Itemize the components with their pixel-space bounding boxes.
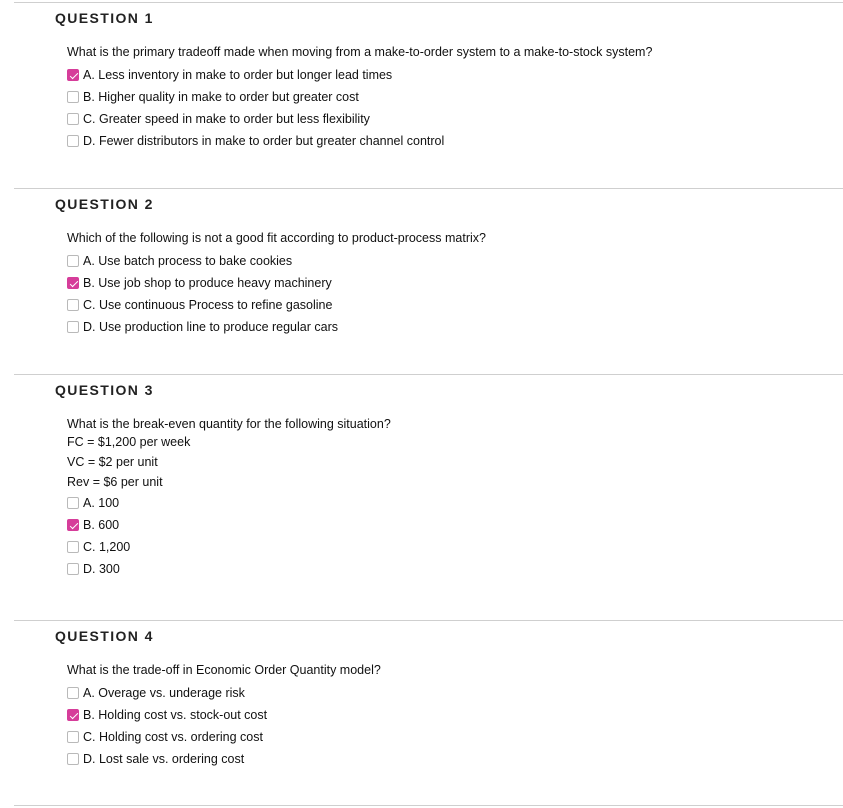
- checkbox[interactable]: [67, 731, 79, 743]
- option-label: D. Fewer distributors in make to order but greater channel control: [83, 134, 445, 148]
- option-d[interactable]: [67, 558, 827, 580]
- checkbox[interactable]: [67, 255, 79, 267]
- checkbox[interactable]: [67, 321, 79, 333]
- option-c[interactable]: [67, 726, 827, 748]
- option-b[interactable]: [67, 514, 827, 536]
- checkbox[interactable]: [67, 299, 79, 311]
- question-1: [14, 2, 843, 148]
- option-c[interactable]: [67, 536, 827, 558]
- option-d[interactable]: [67, 748, 827, 770]
- option-label: C. Holding cost vs. ordering cost: [83, 730, 263, 744]
- option-label: A. Overage vs. underage risk: [83, 686, 245, 700]
- option-b[interactable]: [67, 272, 827, 294]
- option-label: D. Use production line to produce regular cars: [83, 320, 338, 334]
- question-body: [67, 230, 827, 338]
- option-a[interactable]: [67, 682, 827, 704]
- question-body: [67, 416, 827, 580]
- option-label: A. Use batch process to bake cookies: [83, 254, 293, 268]
- checkbox[interactable]: [67, 277, 79, 289]
- question-3: [14, 374, 843, 576]
- checkbox[interactable]: [67, 69, 79, 81]
- option-label: C. 1,200: [83, 540, 131, 554]
- option-c[interactable]: [67, 294, 827, 316]
- option-label: A. Less inventory in make to order but longer lead times: [83, 68, 393, 82]
- given-variable-cost: VC = $2 per unit: [67, 455, 158, 469]
- option-label: D. Lost sale vs. ordering cost: [83, 752, 245, 766]
- option-label: D. 300: [83, 562, 120, 576]
- question-title: QUESTION 4: [55, 628, 154, 644]
- answer-options: [67, 250, 827, 338]
- given-fixed-cost: FC = $1,200 per week: [67, 435, 191, 449]
- answer-options: [67, 64, 827, 152]
- option-label: A. 100: [83, 496, 120, 510]
- question-text: What is the trade-off in Economic Order Quantity model?: [67, 663, 381, 677]
- question-4: [14, 620, 843, 766]
- checkbox[interactable]: [67, 709, 79, 721]
- option-label: B. Use job shop to produce heavy machinery: [83, 276, 332, 290]
- checkbox[interactable]: [67, 519, 79, 531]
- checkbox[interactable]: [67, 91, 79, 103]
- question-title: QUESTION 3: [55, 382, 154, 398]
- answer-options: [67, 682, 827, 770]
- question-body: [67, 44, 827, 152]
- question-text: What is the break-even quantity for the following situation?: [67, 417, 391, 431]
- answer-options: [67, 492, 827, 580]
- question-text: What is the primary tradeoff made when moving from a make-to-order system to a make-to-stock system?: [67, 45, 653, 59]
- question-2: [14, 188, 843, 334]
- option-a[interactable]: [67, 250, 827, 272]
- option-c[interactable]: [67, 108, 827, 130]
- checkbox[interactable]: [67, 541, 79, 553]
- option-label: B. Holding cost vs. stock-out cost: [83, 708, 268, 722]
- question-body: [67, 662, 827, 770]
- option-label: B. Higher quality in make to order but greater cost: [83, 90, 359, 104]
- option-a[interactable]: [67, 64, 827, 86]
- given-revenue: Rev = $6 per unit: [67, 475, 163, 489]
- option-label: B. 600: [83, 518, 120, 532]
- option-label: C. Greater speed in make to order but less flexibility: [83, 112, 370, 126]
- option-d[interactable]: [67, 130, 827, 152]
- option-d[interactable]: [67, 316, 827, 338]
- question-text: Which of the following is not a good fit according to product-process matrix?: [67, 231, 486, 245]
- question-title: QUESTION 2: [55, 196, 154, 212]
- option-a[interactable]: [67, 492, 827, 514]
- question-title: QUESTION 1: [55, 10, 154, 26]
- checkbox[interactable]: [67, 563, 79, 575]
- option-label: C. Use continuous Process to refine gasoline: [83, 298, 333, 312]
- checkbox[interactable]: [67, 753, 79, 765]
- checkbox[interactable]: [67, 113, 79, 125]
- checkbox[interactable]: [67, 497, 79, 509]
- bottom-divider: [14, 805, 843, 806]
- option-b[interactable]: [67, 86, 827, 108]
- checkbox[interactable]: [67, 687, 79, 699]
- checkbox[interactable]: [67, 135, 79, 147]
- option-b[interactable]: [67, 704, 827, 726]
